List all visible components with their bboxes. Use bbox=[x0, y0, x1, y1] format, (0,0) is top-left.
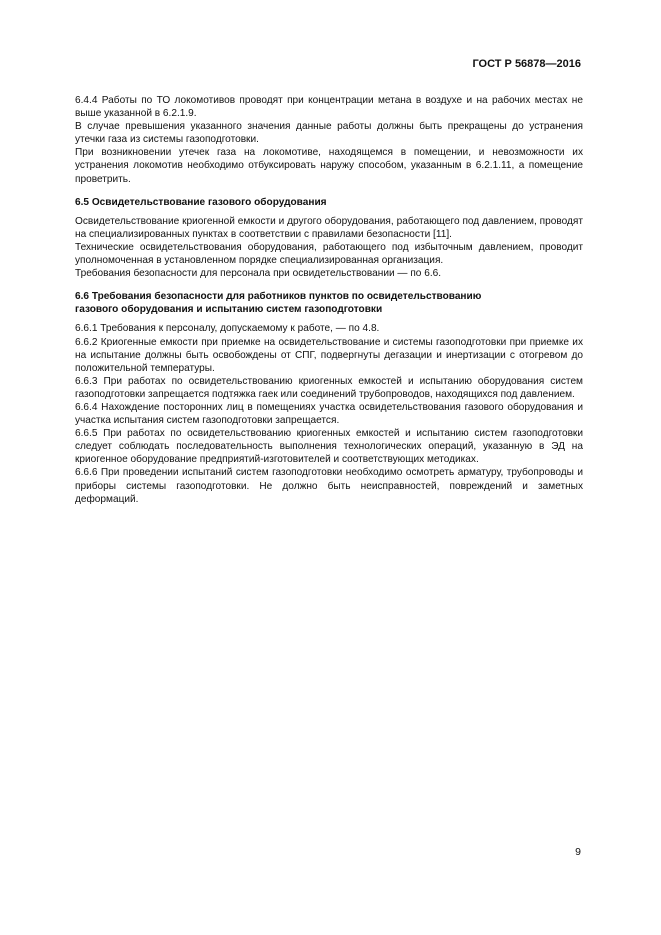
paragraph-6-6-6: 6.6.6 При проведении испытаний систем газоподготовки необходимо осмотреть арматуру, трубопроводы и приборы системы газоподготовки. Не должно быть неисправностей, повреждений и заметных деформаций. bbox=[75, 467, 583, 505]
document-body bbox=[75, 94, 583, 506]
paragraph-6-5-b: Технические освидетельствования оборудования, работающего под избыточным давлением, проводит уполномоченная в установленном порядке специализированная организация. bbox=[75, 241, 583, 267]
page-number: 9 bbox=[575, 846, 581, 858]
paragraph-6-4-4-c: При возникновении утечек газа на локомотиве, находящемся в помещении, и невозможности их устранения локомотив необходимо отбуксировать наружу способом, указанным в 6.2.1.11, а помещение проветрить. bbox=[75, 147, 583, 185]
paragraph-6-6-1: 6.6.1 Требования к персоналу, допускаемому к работе, — по 4.8. bbox=[75, 323, 380, 335]
paragraph-6-6-3: 6.6.3 При работах по освидетельствованию криогенных емкостей и испытанию оборудования систем газоподготовки запрещается подтяжка гаек или соединений трубопроводов, находящихся под давлением. bbox=[75, 375, 583, 400]
section-6-5-title: 6.5 Освидетельствование газового оборудования bbox=[75, 196, 327, 208]
paragraph-6-6-2: 6.6.2 Криогенные емкости при приемке на освидетельствование и системы газоподготовки при приемке их на испытание должны быть освобождены от СПГ, подвергнуты дегазации и инертизации с отогревом до положительной температуры. bbox=[75, 336, 583, 374]
standard-header: ГОСТ Р 56878—2016 bbox=[472, 58, 581, 70]
section-6-6-title-line2: газового оборудования и испытанию систем газоподготовки bbox=[75, 304, 383, 316]
paragraph-6-6-4: 6.6.4 Нахождение посторонних лиц в помещениях участка освидетельствования газового оборудования и участка испытания систем газоподготовки запрещается. bbox=[75, 401, 583, 427]
paragraph-6-4-4-b: В случае превышения указанного значения данные работы должны быть прекращены до устранения утечки газа из системы газоподготовки. bbox=[75, 121, 583, 146]
paragraph-6-5-c: Требования безопасности для персонала при освидетельствовании — по 6.6. bbox=[75, 268, 442, 280]
paragraph-6-4-4: 6.4.4 Работы по ТО локомотивов проводят при концентрации метана в воздухе и на рабочих местах не выше указанной в 6.2.1.9. bbox=[75, 95, 583, 120]
paragraph-6-5-a: Освидетельствование криогенной емкости и другого оборудования, работающего под давлением, проводят на специализированных пунктах в соответствии с правилами безопасности [11]. bbox=[75, 215, 583, 240]
section-6-6-title-line1: 6.6 Требования безопасности для работников пунктов по освидетельствованию bbox=[75, 291, 482, 303]
paragraph-6-6-5: 6.6.5 При работах по освидетельствованию криогенных емкостей и испытанию систем газоподготовки следует соблюдать последовательность выполнения технологических операций, указанную в ЭД на криогенное оборудование предприятий-изготовителей и соответствующих методиках. bbox=[75, 428, 583, 466]
